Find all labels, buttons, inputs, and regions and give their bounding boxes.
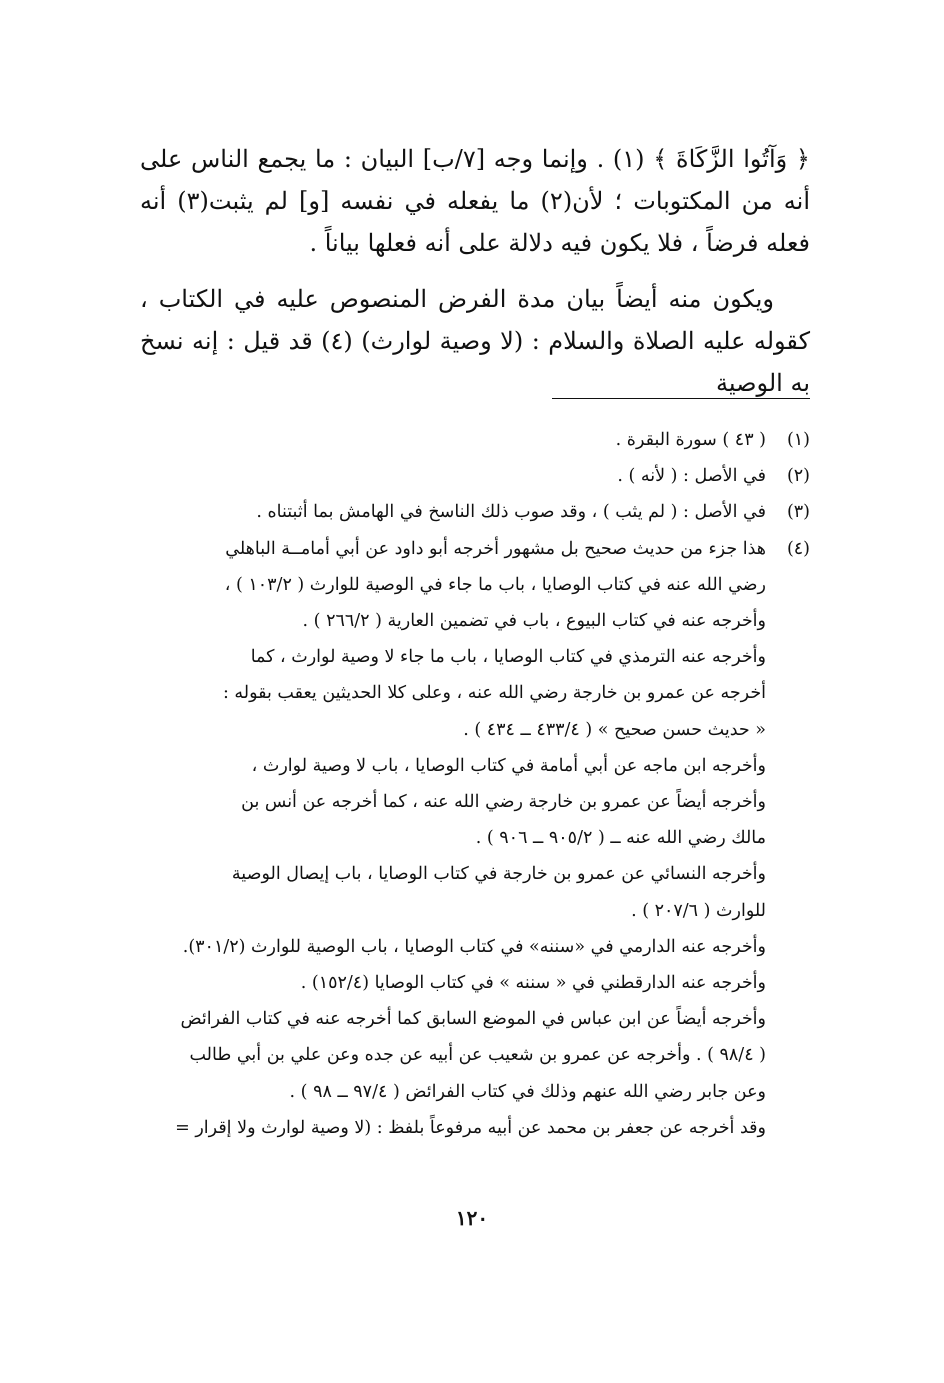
footnote-2 xyxy=(150,458,810,494)
footnote-line: وأخرجه ابن ماجه عن أبي أمامة في كتاب الوصايا ، باب لا وصية لوارث ، xyxy=(251,755,766,776)
footnote-3 xyxy=(150,494,810,530)
footnote-1 xyxy=(150,422,810,458)
footnote-line: وأخرجه عنه في كتاب البيوع ، باب في تضمين العارية ( ٢٦٦/٢ ) . xyxy=(302,611,766,632)
paragraph-1: ﴿ وَآتُوا الزَّكَاةَ ﴾ (١) . وإنما وجه [٧/ب] البيان : ما يجمع الناس على أنه من المكتوبات ؛ لأن(٢) ما يفعله في نفسه [و] لم يثبت(٣) أنه فعله فرضاً ، فلا يكون فيه دلالة على أنه فعلها بياناً . xyxy=(140,145,811,257)
footnote-4-continuation xyxy=(150,639,810,1146)
footnote-line: وأخرجه أيضاً عن ابن عباس في الموضع السابق كما أخرجه عنه في كتاب الفرائض xyxy=(180,1009,766,1030)
footnote-line: وأخرجه أيضاً عن عمرو بن خارجة رضي الله عنه ، كما أخرجه عن أنس بن xyxy=(241,792,766,813)
footnotes xyxy=(150,422,810,1146)
footnote-separator xyxy=(552,398,810,399)
footnote-number: (٢) xyxy=(786,466,810,487)
footnote-line: في الأصل : ( لأنه ) . xyxy=(617,466,766,487)
footnote-line: وعن جابر رضي الله عنهم وذلك في كتاب الفرائض ( ٩٧/٤ ــ ٩٨ ) . xyxy=(289,1081,766,1102)
footnote-line: « حديث حسن صحيح » ( ٤٣٣/٤ ــ ٤٣٤ ) . xyxy=(463,719,766,740)
footnote-line: رضي الله عنه في كتاب الوصايا ، باب ما جاء في الوصية للوارث ( ١٠٣/٢ ) ، xyxy=(224,574,766,595)
footnote-line: وأخرجه عنه الترمذي في كتاب الوصايا ، باب ما جاء لا وصية لوارث ، كما xyxy=(250,647,766,668)
footnote-line: مالك رضي الله عنه ــ ( ٩٠٥/٢ ــ ٩٠٦ ) . xyxy=(475,828,766,849)
footnote-number: (٤) xyxy=(786,538,810,559)
footnote-line: وقد أخرجه عن جعفر بن محمد عن أبيه مرفوعاً بلفظ : (لا وصية لوارث ولا إقرار = xyxy=(175,1117,766,1138)
footnote-number: (٣) xyxy=(786,502,810,523)
page-number: ١٢٠ xyxy=(455,1206,489,1230)
footnote-number: (١) xyxy=(786,430,810,450)
footnote-line: هذا جزء من حديث صحيح بل مشهور أخرجه أبو داود عن أبي أمامــة الباهلي xyxy=(225,538,766,559)
footnote-line: ( ٤٣ ) سورة البقرة . xyxy=(615,430,766,450)
footnote-4 xyxy=(150,531,810,640)
paragraph-2: ويكون منه أيضاً بيان مدة الفرض المنصوص عليه في الكتاب ، كقوله عليه الصلاة والسلام : (لا وصية لوارث) (٤) قد قيل : إنه نسخ به الوصية xyxy=(140,285,810,397)
main-text xyxy=(140,138,810,404)
footnote-line: للوارث ( ٢٠٧/٦ ) . xyxy=(631,900,766,921)
footnote-line: وأخرجه عنه الدارقطني في « سننه » في كتاب الوصايا (١٥٢/٤) . xyxy=(300,973,766,994)
footnote-line: في الأصل : ( لم يثب ) ، وقد صوب ذلك الناسخ في الهامش بما أثبتناه . xyxy=(256,502,766,523)
footnote-line: ( ٩٨/٤ ) . وأخرجه عن عمرو بن شعيب عن أبيه عن جده وعن علي بن أبي طالب xyxy=(189,1045,766,1066)
footnote-line: وأخرجه عنه الدارمي في «سننه» في كتاب الوصايا ، باب الوصية للوارث (٣٠١/٢). xyxy=(182,936,766,957)
footnote-line: أخرجه عن عمرو بن خارجة رضي الله عنه ، وعلى كلا الحديثين يعقب بقوله : xyxy=(222,683,766,704)
footnote-line: وأخرجه النسائي عن عمرو بن خارجة في كتاب الوصايا ، باب إيصال الوصية xyxy=(231,864,766,885)
